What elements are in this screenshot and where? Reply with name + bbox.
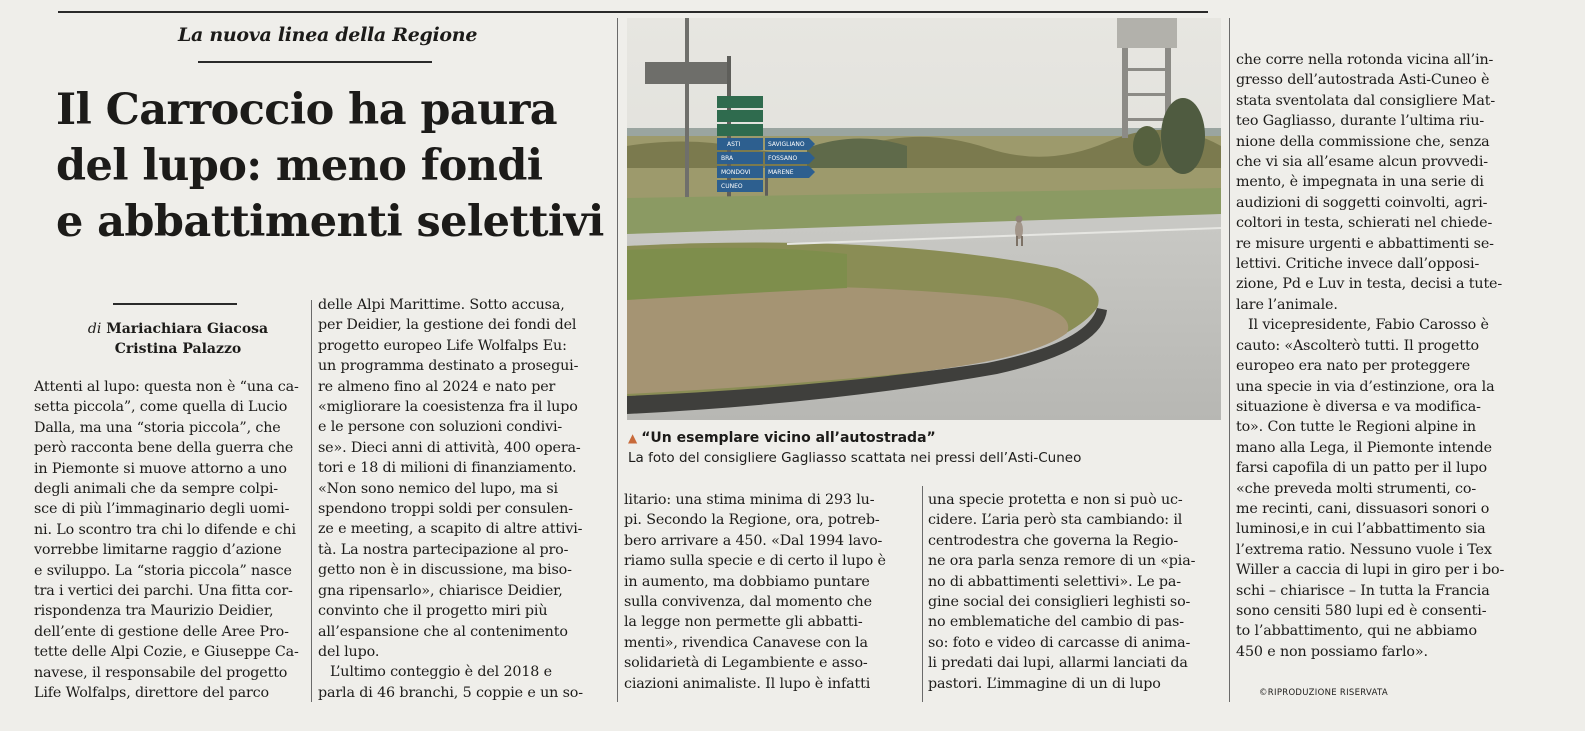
article-line: re almeno fino al 2024 e nato per	[318, 378, 556, 395]
article-line: re misure urgenti e abbattimenti se-	[1236, 235, 1494, 252]
article-line: no di abbattimenti selettivi». Le pa-	[928, 573, 1181, 590]
roundabout-photo-graphic	[627, 18, 1221, 420]
article-line: ni. Lo scontro tra chi lo difende e chi	[34, 521, 296, 538]
article-line: lare l’animale.	[1236, 296, 1338, 313]
article-line: pi. Secondo la Regione, ora, potreb-	[624, 512, 880, 529]
road-sign-text: ASTI	[727, 141, 741, 148]
article-line: mento, è impegnata in una serie di	[1236, 174, 1484, 191]
article-line: tori e 18 di milioni di finanziamento.	[318, 460, 577, 477]
article-line: setta piccola”, come quella di Lucio	[34, 399, 288, 416]
article-line: Il vicepresidente, Fabio Carosso è	[1248, 317, 1489, 334]
caption-triangle-icon: ▲	[628, 431, 638, 445]
article-column-5	[1236, 50, 1542, 662]
article-line: Attenti al lupo: questa non è “una ca-	[34, 379, 299, 395]
article-line: menti», rivendica Canavese con la	[624, 634, 868, 651]
byline-author: Mariachiara Giacosa	[106, 321, 269, 337]
article-line: sulla convivenza, dal momento che	[624, 594, 872, 611]
road-sign-text: MONDOVI	[721, 169, 751, 176]
road-sign-text: MARENE	[768, 169, 794, 176]
byline-prefix: di	[87, 321, 102, 337]
article-column-3	[624, 490, 916, 694]
road-sign-text: FOSSANO	[768, 155, 798, 162]
article-line: no emblematiche del cambio di pas-	[928, 614, 1184, 631]
article-line: ciazioni animaliste. Il lupo è infatti	[624, 675, 871, 692]
article-line: stata sventolata dal consigliere Mat-	[1236, 92, 1496, 109]
article-line: una specie in via d’estinzione, ora la	[1236, 378, 1495, 395]
article-line: europeo era nato per proteggere	[1236, 358, 1471, 375]
article-line: però racconta bene della guerra che	[34, 440, 294, 457]
article-line: Dalla, ma una “storia piccola”, che	[34, 419, 281, 436]
article-line: «Non sono nemico del lupo, ma si	[318, 480, 558, 497]
article-line: L’ultimo conteggio è del 2018 e	[330, 664, 552, 681]
article-line: 450 e non possiamo farlo».	[1236, 643, 1428, 660]
byline-author: Cristina Palazzo	[114, 341, 242, 357]
article-line: riamo sulla specie e di certo il lupo è	[624, 553, 886, 570]
article-line: un programma destinato a prosegui-	[318, 358, 579, 375]
article-column-1	[34, 377, 306, 704]
article-line: solidarietà di Legambiente e asso-	[624, 655, 868, 672]
article-line: tra i vertici dei parchi. Una fitta cor-	[34, 583, 293, 600]
article-line: sono censiti 580 lupi ed è consenti-	[1236, 602, 1487, 619]
roundabout-photo	[627, 18, 1221, 420]
article-line: getto non è in discussione, ma biso-	[318, 562, 572, 579]
column-rule	[617, 18, 618, 702]
photo-caption-title	[628, 430, 936, 446]
article-line: navese, il responsabile del progetto	[34, 664, 288, 681]
copyright-note: ©RIPRODUZIONE RISERVATA	[1259, 688, 1388, 698]
article-line: ne ora parla senza remore di un «pia-	[928, 553, 1196, 570]
article-line: che vi sia all’esame alcun provvedi-	[1236, 154, 1488, 171]
article-line: rispondenza tra Maurizio Deidier,	[34, 603, 274, 620]
article-line: cauto: «Ascolterò tutti. Il progetto	[1236, 337, 1480, 354]
headline-line: e abbattimenti selettivi	[56, 197, 604, 247]
article-line: una specie protetta e non si può uc-	[928, 492, 1183, 508]
article-line: litario: una stima minima di 293 lu-	[624, 492, 875, 508]
article-line: mano alla Lega, il Piemonte intende	[1236, 439, 1492, 456]
article-line: situazione è diversa e va modifica-	[1236, 398, 1481, 415]
article-line: pastori. L’immagine di un di lupo	[928, 675, 1161, 692]
article-line: «migliorare la coesistenza fra il lupo	[318, 399, 578, 416]
article-line: la legge non permette gli abbatti-	[624, 614, 863, 631]
article-line: luminosi,e in cui l’abbattimento sia	[1236, 521, 1486, 538]
article-line: degli animali che da sempre colpi-	[34, 481, 278, 498]
article-line: me recinti, cani, dissuasori sonori o	[1236, 500, 1490, 517]
article-column-4	[928, 490, 1226, 694]
article-line: ze e meeting, a scapito di altre attivi-	[318, 521, 583, 538]
kicker: La nuova linea della Regione	[178, 24, 478, 46]
article-line: cidere. L’aria però sta cambiando: il	[928, 512, 1183, 529]
article-line: e le persone con soluzioni condivi-	[318, 419, 563, 436]
article-line: Life Wolfalps, direttore del parco	[34, 685, 269, 702]
article-line: so: foto e video di carcasse di anima-	[928, 634, 1191, 651]
column-rule	[311, 300, 312, 702]
article-line: tette delle Alpi Cozie, e Giuseppe Ca-	[34, 644, 299, 661]
article-line: Willer a caccia di lupi in giro per i bo-	[1236, 562, 1505, 579]
article-line: parla di 46 branchi, 5 coppie e un so-	[318, 684, 583, 701]
column-rule	[1229, 18, 1230, 702]
headline-line: Il Carroccio ha paura	[56, 85, 558, 135]
article-line: che corre nella rotonda vicina all’in-	[1236, 52, 1494, 68]
column-rule	[922, 486, 923, 702]
article-line: in aumento, ma dobbiamo puntare	[624, 573, 870, 590]
article-line: delle Alpi Marittime. Sotto accusa,	[318, 297, 565, 313]
article-line: convinto che il progetto miri più	[318, 603, 548, 620]
article-line: vorrebbe limitarne raggio d’azione	[34, 542, 282, 559]
headline-line: del lupo: meno fondi	[56, 141, 543, 191]
photo-caption-text: La foto del consigliere Gagliasso scattata nei pressi dell’Asti-Cuneo	[628, 450, 1082, 466]
article-line: audizioni di soggetti coinvolti, agri-	[1236, 194, 1488, 211]
article-line: tà. La nostra partecipazione al pro-	[318, 541, 569, 558]
article-line: gna ripensarlo», chiarisce Deidier,	[318, 582, 563, 599]
road-sign-text: SAVIGLIANO	[768, 141, 805, 148]
article-line: l’extrema ratio. Nessuno vuole i Tex	[1236, 541, 1492, 558]
road-sign-text: CUNEO	[721, 183, 743, 190]
article-line: del lupo.	[318, 643, 380, 660]
headline	[56, 82, 616, 250]
article-line: spendono troppi soldi per consulen-	[318, 501, 573, 518]
article-line: dell’ente di gestione delle Aree Pro-	[34, 623, 289, 640]
article-line: farsi capofila di un patto per il lupo	[1236, 460, 1487, 477]
article-line: teo Gagliasso, durante l’ultima riu-	[1236, 113, 1485, 130]
kicker-rule	[198, 61, 432, 63]
article-line: in Piemonte si muove attorno a uno	[34, 460, 287, 477]
article-line: all’espansione che al contenimento	[318, 623, 568, 640]
article-line: e sviluppo. La “storia piccola” nasce	[34, 562, 292, 579]
article-line: to». Con tutte le Regioni alpine in	[1236, 419, 1476, 436]
article-line: per Deidier, la gestione dei fondi del	[318, 317, 577, 334]
article-line: to l’abbattimento, qui ne abbiamo	[1236, 623, 1477, 640]
article-line: li predati dai lupi, allarmi lanciati da	[928, 655, 1188, 672]
article-line: gine social dei consiglieri leghisti so-	[928, 594, 1191, 611]
article-line: bero arrivare a 450. «Dal 1994 lavo-	[624, 532, 883, 549]
article-line: «che preveda molti strumenti, co-	[1236, 480, 1477, 497]
article-column-2	[318, 295, 608, 703]
article-line: schi – chiarisce – In tutta la Francia	[1236, 582, 1490, 599]
article-line: se». Dieci anni di attività, 400 opera-	[318, 439, 581, 456]
article-line: nione della commissione che, senza	[1236, 133, 1490, 150]
article-line: gresso dell’autostrada Asti-Cuneo è	[1236, 72, 1490, 89]
top-rule	[58, 11, 1208, 13]
article-line: coltori in testa, schierati nel chiede-	[1236, 215, 1493, 232]
article-line: progetto europeo Life Wolfalps Eu:	[318, 337, 567, 354]
byline	[78, 319, 278, 359]
article-line: centrodestra che governa la Regio-	[928, 532, 1179, 549]
byline-rule	[113, 303, 237, 305]
caption-title-text: “Un esemplare vicino all’autostrada”	[641, 430, 936, 446]
article-line: sce di più l’immaginario degli uomi-	[34, 501, 290, 518]
article-line: zione, Pd e Luv in testa, decisi a tute-	[1236, 276, 1503, 293]
road-sign-text: BRA	[721, 155, 734, 162]
article-line: lettivi. Critiche invece dall’opposi-	[1236, 256, 1480, 273]
